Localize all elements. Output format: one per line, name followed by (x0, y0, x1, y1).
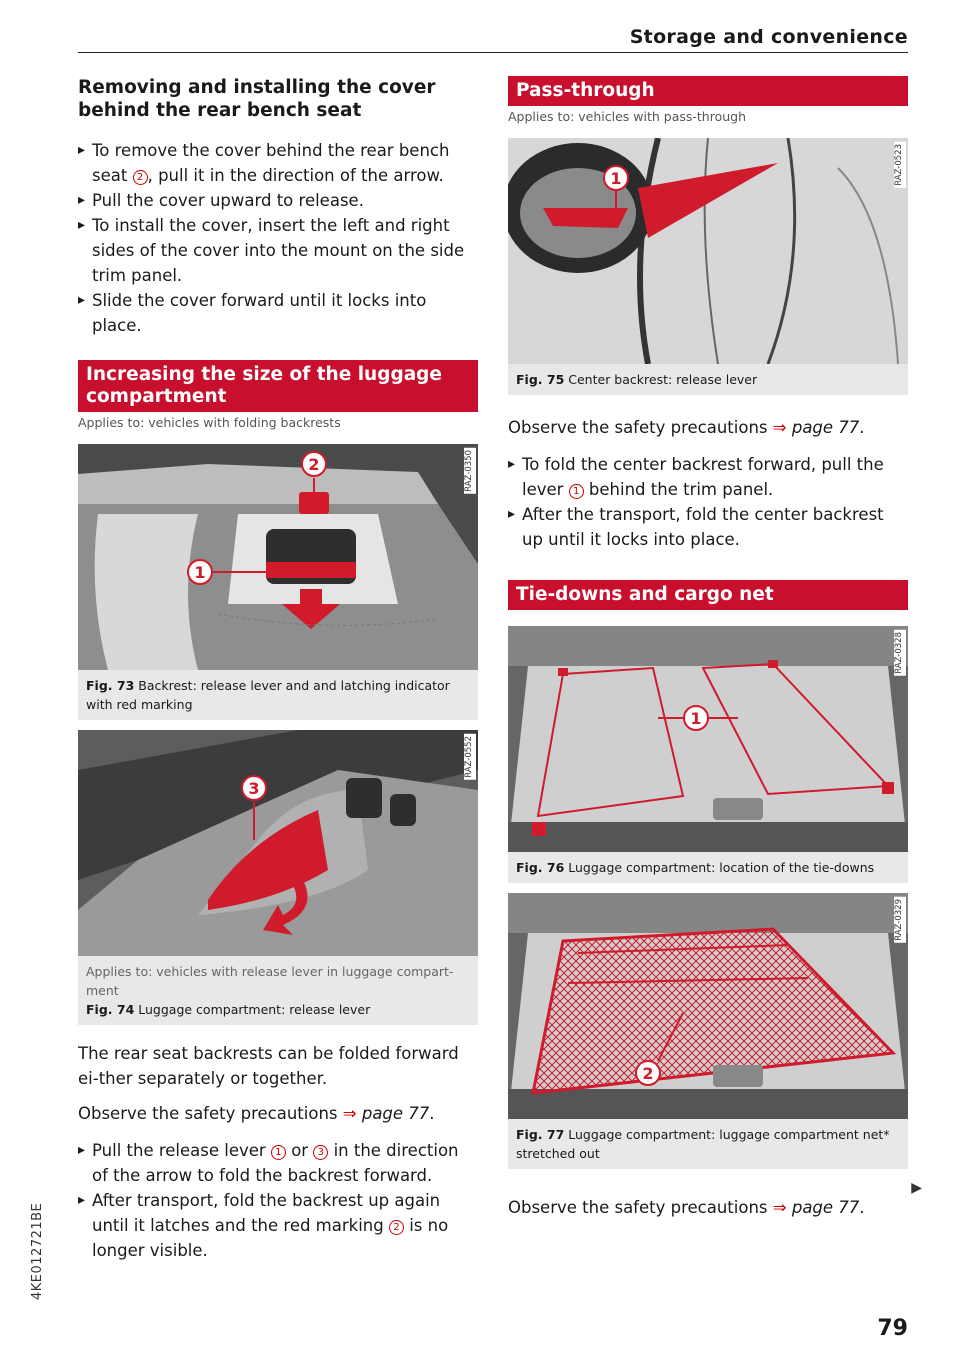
figure-75-caption: Fig. 75 Center backrest: release lever (508, 364, 908, 395)
section-title-increase-luggage: Increasing the size of the luggage compartment (78, 360, 478, 412)
figure-77-image (508, 893, 908, 1119)
figure-73 (78, 444, 478, 720)
luggage-release-lever-illustration (78, 730, 478, 956)
step-item: ▸ To install the cover, insert the left and right sides of the cover into the mount on the side trim panel. (78, 213, 478, 288)
step-item: ▸ Pull the release lever 1 or 3 in the direction of the arrow to fold the backrest forward. (78, 1138, 478, 1188)
step-item: ▸ After the transport, fold the center backrest up until it locks into place. (508, 502, 908, 552)
figure-75-image (508, 138, 908, 364)
step-item: ▸ After transport, fold the backrest up again until it latches and the red marking 2 is no longer visible. (78, 1188, 478, 1263)
marker-1: 1 (194, 563, 206, 582)
figure-73-caption: Fig. 73 Backrest: release lever and and latching indicator with red marking (78, 670, 478, 720)
figure-76 (508, 626, 908, 883)
callout-number: 1 (569, 484, 584, 499)
page-link[interactable]: page 77 (791, 418, 860, 437)
applies-to-note: Applies to: vehicles with release lever in luggage compart-ment (86, 964, 454, 998)
cargo-net-illustration (508, 893, 908, 1119)
figure-77-caption: Fig. 77 Luggage compartment: luggage compartment net* stretched out (508, 1119, 908, 1169)
figure-code: RAZ-0523 (894, 144, 904, 186)
marker-1: 1 (610, 169, 622, 188)
safety-reference: Observe the safety precautions ⇒ page 77. (508, 1198, 865, 1217)
figure-76-image (508, 626, 908, 852)
document-code: 4KE012721BE (30, 1202, 45, 1300)
applies-to-note: Applies to: vehicles with pass-through (508, 109, 747, 124)
figure-74-image (78, 730, 478, 956)
figure-code: RAZ-0350 (464, 450, 474, 492)
applies-to-note: Applies to: vehicles with folding backrests (78, 415, 341, 430)
right-column (508, 76, 908, 1220)
remove-cover-steps (78, 138, 478, 338)
safety-reference: Observe the safety precautions ⇒ page 77. (78, 1104, 435, 1123)
arrow-icon: ⇒ (772, 418, 787, 437)
section-title-remove-cover: Removing and installing the cover behind the rear bench seat (78, 77, 436, 121)
page-link[interactable]: page 77 (791, 1198, 860, 1217)
page-link[interactable]: page 77 (361, 1104, 430, 1123)
left-column (78, 76, 478, 1263)
figure-75 (508, 138, 908, 395)
figure-76-caption: Fig. 76 Luggage compartment: location of the tie-downs (508, 852, 908, 883)
pass-through-steps (508, 452, 908, 552)
callout-number: 1 (271, 1145, 286, 1160)
safety-reference: Observe the safety precautions ⇒ page 77. (508, 418, 865, 437)
step-item: ▸ Pull the cover upward to release. (78, 188, 478, 213)
section-title-pass-through: Pass-through (508, 76, 908, 106)
center-backrest-illustration (508, 138, 908, 364)
marker-3: 3 (248, 779, 260, 798)
figure-77 (508, 893, 908, 1169)
paragraph-backrests: The rear seat backrests can be folded forward ei-ther separately or together. (78, 1044, 459, 1088)
arrow-icon: ⇒ (772, 1198, 787, 1217)
step-item: ▸ Slide the cover forward until it locks into place. (78, 288, 478, 338)
callout-number: 2 (133, 170, 148, 185)
callout-number: 3 (313, 1145, 328, 1160)
figure-73-image (78, 444, 478, 670)
step-item: ▸ To remove the cover behind the rear bench seat 2 , pull it in the direction of the arrow. (78, 138, 478, 188)
callout-number: 2 (389, 1220, 404, 1235)
marker-2: 2 (642, 1064, 654, 1083)
figure-code: RAZ-0328 (894, 632, 904, 674)
page-header-title: Storage and convenience (629, 26, 908, 48)
figure-code: RAZ-0329 (894, 899, 904, 941)
marker-1: 1 (690, 709, 702, 728)
figure-74 (78, 730, 478, 1025)
backrest-release-illustration (78, 444, 478, 670)
step-item: ▸ To fold the center backrest forward, pull the lever 1 behind the trim panel. (508, 452, 908, 502)
continue-arrow-icon: ▶ (911, 1180, 922, 1196)
backrest-steps (78, 1138, 478, 1263)
figure-code: RAZ-0552 (464, 736, 474, 778)
section-title-tie-downs: Tie-downs and cargo net (508, 580, 908, 610)
marker-2: 2 (308, 455, 320, 474)
figure-74-caption: Applies to: vehicles with release lever in luggage compart-ment Fig. 74 Luggage compartment: release lever (78, 956, 478, 1025)
header-divider (78, 52, 908, 53)
tie-downs-illustration (508, 626, 908, 852)
page-number: 79 (877, 1316, 908, 1341)
arrow-icon: ⇒ (342, 1104, 357, 1123)
